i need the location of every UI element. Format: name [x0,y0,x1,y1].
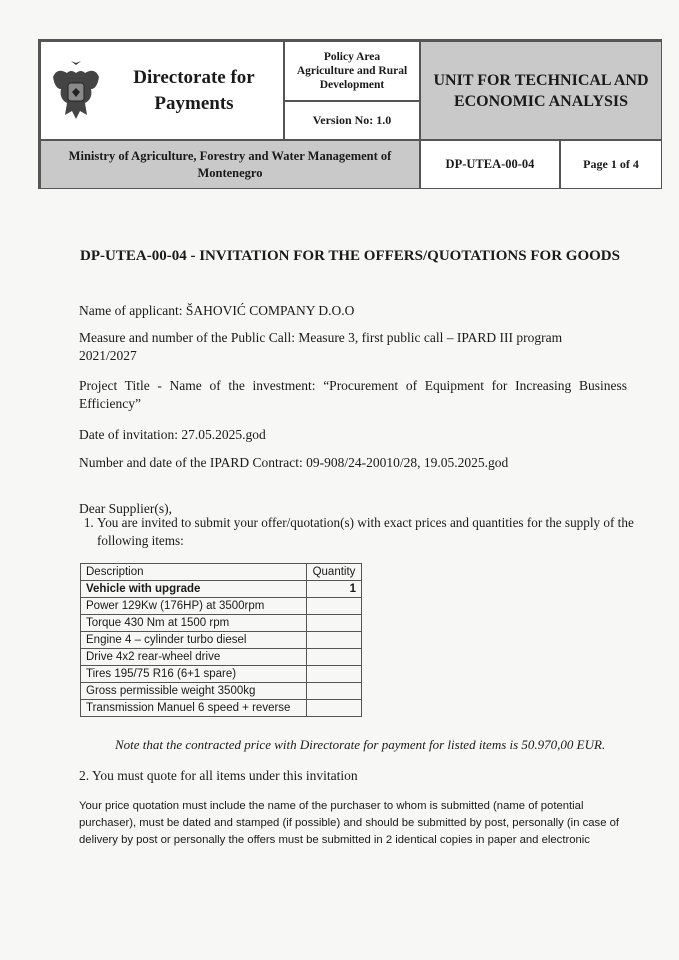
header-table [38,39,662,189]
item-quantity: 1 [307,581,362,598]
measure-field: Measure and number of the Public Call: Measure 3, first public call – IPARD III program 2021/2027 [79,330,563,363]
item-description: Engine 4 – cylinder turbo diesel [81,632,307,649]
doc-code-cell: DP-UTEA-00-04 [420,140,560,189]
item-quantity [307,632,362,649]
item-quantity [307,598,362,615]
contract-price-note: Note that the contracted price with Directorate for payment for listed items is 50.970,00 EUR. [115,737,606,752]
item-quantity [307,683,362,700]
table-header-row [81,564,362,581]
item-description: Vehicle with upgrade [81,581,307,598]
item-description: Torque 430 Nm at 1500 rpm [81,615,307,632]
version-cell: Version No: 1.0 [284,101,420,140]
item-description: Drive 4x2 rear-wheel drive [81,649,307,666]
item-description: Transmission Manuel 6 speed + reverse [81,700,307,717]
description-header: Description [81,564,307,581]
directorate-cell [40,41,284,140]
table-row [81,581,362,598]
policy-area-value: Agriculture and Rural Development [296,65,408,91]
table-row [81,615,362,632]
item-description: Power 129Kw (176HP) at 3500rpm [81,598,307,615]
policy-area-label: Policy Area [323,51,381,63]
salutation: Dear Supplier(s), [79,501,172,516]
contract-field: Number and date of the IPARD Contract: 09-908/24-20010/28, 19.05.2025.god [79,455,509,470]
quotation-paragraph: Your price quotation must include the name of the purchaser to whom is submitted (name of potential purchaser), must be dated and stamped (if possible) and should be submitted by post, personally (in case of delivery by post or personally the offers must be submitted in 2 identical copies in paper and electronic [79,800,620,846]
invitation-date-field: Date of invitation: 27.05.2025.god [79,427,266,442]
item-description: Tires 195/75 R16 (6+1 spare) [81,666,307,683]
table-row [81,666,362,683]
table-row [81,649,362,666]
page-number-cell: Page 1 of 4 [560,140,662,189]
table-row [81,632,362,649]
table-row [81,598,362,615]
directorate-title: Directorate for Payments [133,66,255,114]
point-2: 2. You must quote for all items under this invitation [79,768,358,783]
item-quantity [307,649,362,666]
item-quantity [307,615,362,632]
table-row [81,683,362,700]
table-row [81,700,362,717]
policy-area-cell [284,41,420,101]
items-table [80,563,362,717]
point-1-text: 1. You are invited to submit your offer/quotation(s) with exact prices and quantities for the supply of the following items: [97,514,635,550]
project-field: Project Title - Name of the investment: “Procurement of Equipment for Increasing Business Efficiency” [79,378,627,411]
item-quantity [307,700,362,717]
quantity-header: Quantity [307,564,362,581]
point-1 [79,514,635,550]
ministry-cell: Ministry of Agriculture, Forestry and Water Management of Montenegro [40,140,420,189]
document-title: DP-UTEA-00-04 - INVITATION FOR THE OFFERS/QUOTATIONS FOR GOODS [80,248,620,264]
unit-cell: UNIT FOR TECHNICAL AND ECONOMIC ANALYSIS [420,41,662,140]
item-quantity [307,666,362,683]
applicant-field: Name of applicant: ŠAHOVIĆ COMPANY D.O.O [79,303,355,318]
item-description: Gross permissible weight 3500kg [81,683,307,700]
coat-of-arms-icon [47,59,105,123]
